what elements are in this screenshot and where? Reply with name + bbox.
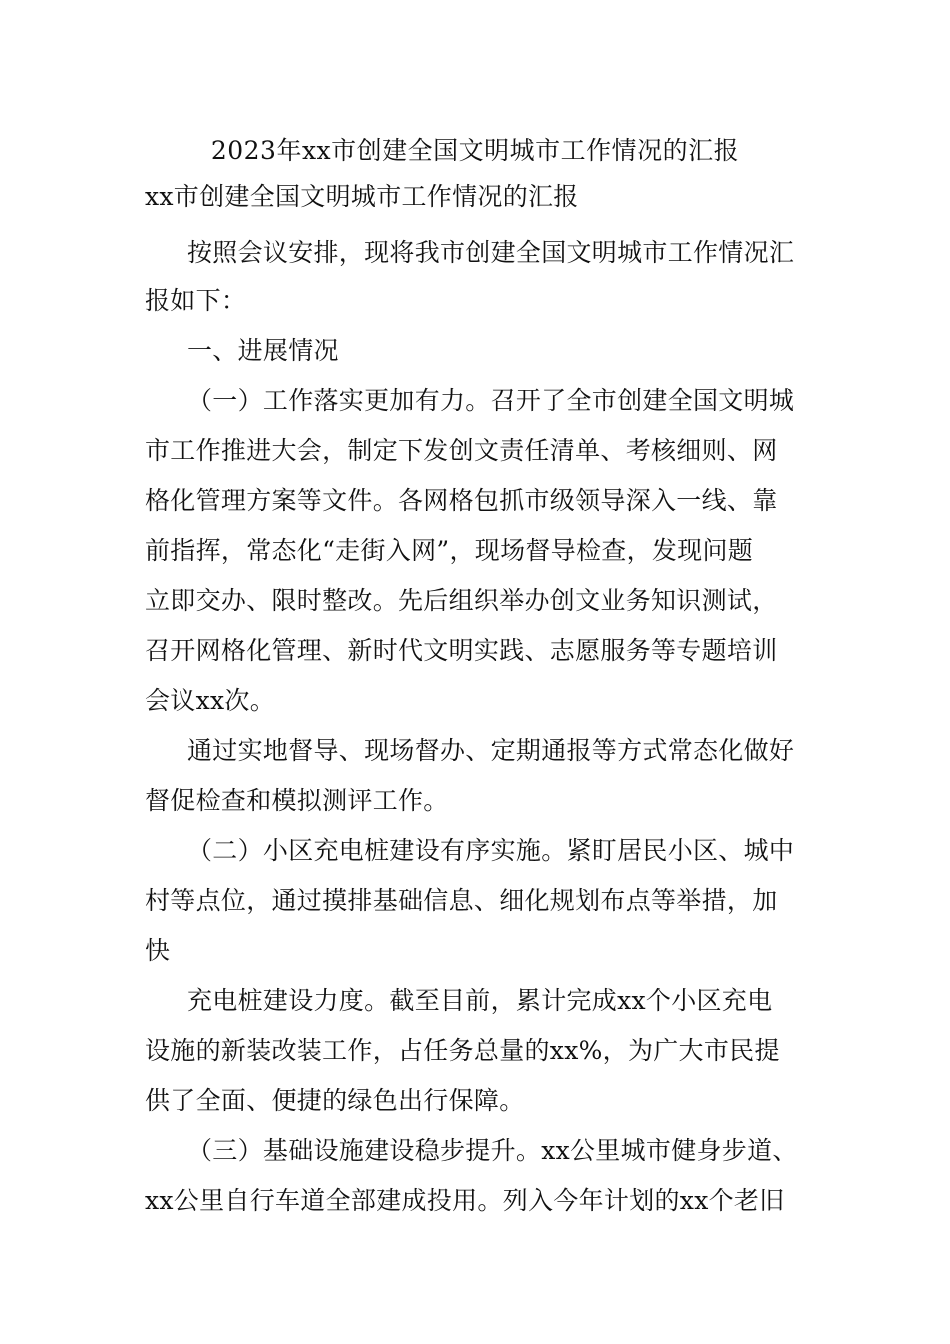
paragraph-line: xx公里自行车道全部建成投用。列入今年计划的xx个老旧: [145, 1186, 785, 1215]
paragraph-line: （一）工作落实更加有力。召开了全市创建全国文明城: [187, 386, 795, 415]
document-subtitle: xx市创建全国文明城市工作情况的汇报: [145, 182, 579, 211]
paragraph-line: 村等点位，通过摸排基础信息、细化规划布点等举措，加: [145, 886, 778, 915]
paragraph-line: 供了全面、便捷的绿色出行保障。: [145, 1086, 525, 1115]
paragraph-line: 按照会议安排，现将我市创建全国文明城市工作情况汇: [187, 238, 795, 267]
paragraph-line: 立即交办、限时整改。先后组织举办创文业务知识测试，: [145, 586, 778, 615]
paragraph-line: 报如下：: [145, 286, 247, 315]
paragraph-line: （三）基础设施建设稳步提升。xx公里城市健身步道、: [187, 1136, 798, 1165]
section-heading: 一、进展情况: [187, 336, 339, 365]
paragraph-line: 设施的新装改装工作，占任务总量的xx%，为广大市民提: [145, 1036, 780, 1065]
paragraph-line: （二）小区充电桩建设有序实施。紧盯居民小区、城中: [187, 836, 795, 865]
paragraph-line: 格化管理方案等文件。各网格包抓市级领导深入一线、靠: [145, 486, 778, 515]
paragraph-line: 快: [145, 936, 171, 965]
paragraph-line: 通过实地督导、现场督办、定期通报等方式常态化做好: [187, 736, 795, 765]
paragraph-line: 会议xx次。: [145, 686, 275, 715]
paragraph-line: 市工作推进大会，制定下发创文责任清单、考核细则、网: [145, 436, 778, 465]
paragraph-line: 充电桩建设力度。截至目前，累计完成xx个小区充电: [187, 986, 773, 1015]
paragraph-line: 召开网格化管理、新时代文明实践、志愿服务等专题培训: [145, 636, 778, 665]
document-title: 2023年xx市创建全国文明城市工作情况的汇报: [210, 136, 740, 165]
paragraph-line: 督促检查和模拟测评工作。: [145, 786, 449, 815]
paragraph-line: 前指挥，常态化“走街入网”，现场督导检查，发现问题: [145, 536, 754, 565]
